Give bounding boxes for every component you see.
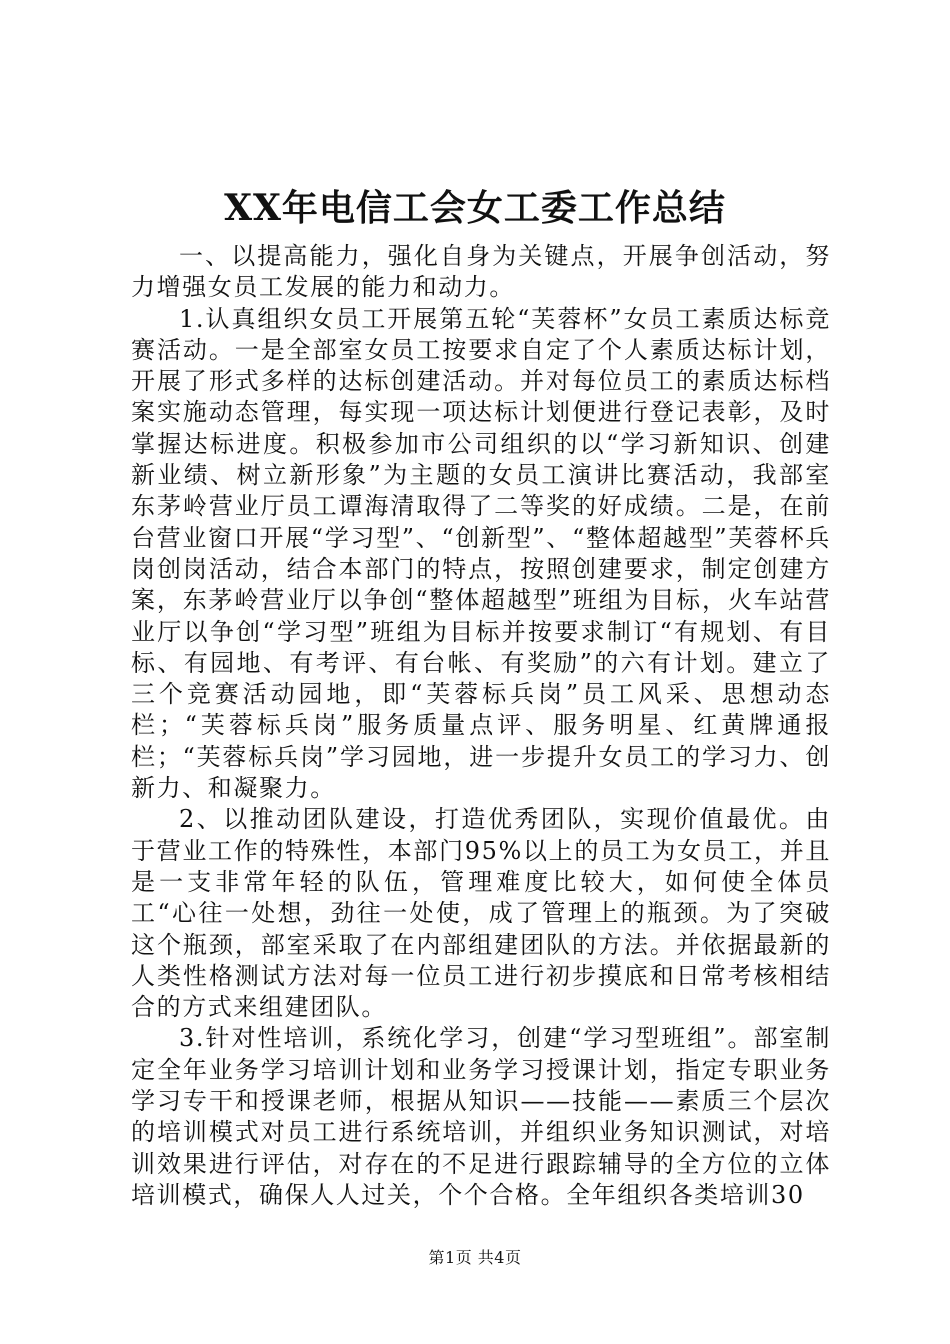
paragraph-section-one: 一、以提高能力，强化自身为关键点，开展争创活动，努力增强女员工发展的能力和动力。 [131, 242, 831, 302]
paragraph-item-one: 1.认真组织女员工开展第五轮“芙蓉杯”女员工素质达标竞赛活动。一是全部室女员工按要求自定了个人素质达标计划，开展了形式多样的达标创建活动。并对每位员工的素质达标档案实施动态管理，每实现一项达标计划便进行登记表彰，及时掌握达标进度。积极参加市公司组织的以“学习新知识、创建新业绩、树立新形象”为主题的女员工演讲比赛活动，我部室东茅岭营业厅员工谭海清取得了二等奖的好成绩。二是，在前台营业窗口开展“学习型”、“创新型”、“整体超越型”芙蓉杯兵岗创岗活动，结合本部门的特点，按照创建要求，制定创建方案，东茅岭营业厅以争创“整体超越型”班组为目标，火车站营业厅以争创“学习型”班组为目标并按要求制订“有规划、有目标、有园地、有考评、有台帐、有奖励”的六有计划。建立了三个竞赛活动园地，即“芙蓉标兵岗”员工风采、思想动态栏；“芙蓉标兵岗”服务质量点评、服务明星、红黄牌通报栏；“芙蓉标兵岗”学习园地，进一步提升女员工的学习力、创新力、和凝聚力。 [131, 304, 831, 803]
document-body [131, 241, 831, 1211]
page-title: XX年电信工会女工委工作总结 [224, 187, 726, 229]
paragraph-item-two: 2、以推动团队建设，打造优秀团队，实现价值最优。由于营业工作的特殊性，本部门95%以上的员工为女员工，并且是一支非常年轻的队伍，管理难度比较大，如何使全体员工“心往一处想，劲往一处使，成了管理上的瓶颈。为了突破这个瓶颈，部室采取了在内部组建团队的方法。并依据最新的人类性格测试方法对每一位员工进行初步摸底和日常考核相结合的方式来组建团队。 [131, 805, 831, 1022]
page-footer: 第1页 共4页 [428, 1248, 522, 1267]
paragraph-item-three: 3.针对性培训，系统化学习，创建“学习型班组”。部室制定全年业务学习培训计划和业务学习授课计划，指定专职业务学习专干和授课老师，根据从知识——技能——素质三个层次的培训模式对员工进行系统培训，并组织业务知识测试，对培训效果进行评估，对存在的不足进行跟踪辅导的全方位的立体培训模式，确保人人过关，个个合格。全年组织各类培训30 [131, 1024, 831, 1209]
